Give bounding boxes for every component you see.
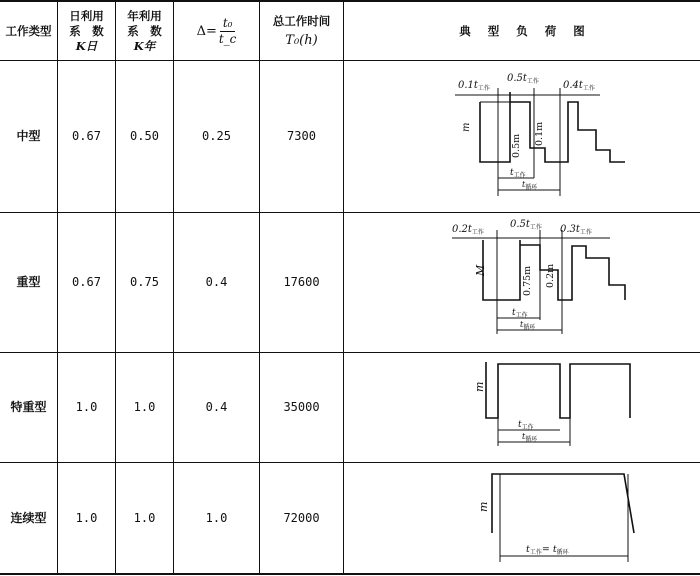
header-type: 工作类型 bbox=[5, 23, 52, 38]
row-medium-delta: 0.25 bbox=[202, 129, 231, 143]
load-diagram-heavy bbox=[344, 213, 700, 352]
row-continuous-k-year: 1.0 bbox=[133, 510, 156, 525]
delta-symbol: Δ= bbox=[196, 23, 217, 39]
load-diagram-extra-heavy bbox=[344, 353, 700, 462]
header-diagram: 典型负荷图 bbox=[459, 23, 602, 38]
row-heavy-k-day: 0.67 bbox=[72, 275, 101, 289]
d1-label-m: m bbox=[461, 122, 472, 132]
row-extra-heavy-delta: 0.4 bbox=[205, 400, 228, 414]
row-extra-heavy-type: 特重型 bbox=[10, 400, 47, 414]
d2-label-t2: $t_{循环}$ bbox=[520, 320, 536, 331]
d1-label-c: $0.4t_{工作}$ bbox=[563, 80, 595, 92]
load-diagram-continuous bbox=[344, 463, 700, 573]
row-heavy-type: 重型 bbox=[16, 275, 41, 289]
header-k-day: 日利用 系 数 K日 bbox=[69, 8, 104, 53]
header-k-year: 年利用 系 数 K年 bbox=[127, 8, 162, 53]
header-total-time: 总工作时间 T₀(h) bbox=[272, 14, 331, 48]
d3-load-curve bbox=[486, 362, 630, 418]
d2-label-v1: 0.75m bbox=[522, 265, 533, 296]
rule-bottom bbox=[0, 573, 700, 575]
d1-label-v2: 0.1m bbox=[534, 121, 545, 146]
row-extra-heavy-k-year: 1.0 bbox=[133, 400, 156, 414]
d2-label-t1: $t_{工作}$ bbox=[512, 308, 528, 319]
d4-label-m: m bbox=[477, 501, 490, 512]
d3-label-t2: $t_{循环}$ bbox=[522, 432, 538, 443]
d2-label-a: $0.2t_{工作}$ bbox=[452, 224, 484, 236]
d4-load-curve bbox=[492, 474, 634, 533]
d2-label-c: $0.3t_{工作}$ bbox=[560, 224, 592, 236]
row-continuous-k-day: 1.0 bbox=[75, 510, 98, 525]
d2-label-b: $0.5t_{工作}$ bbox=[510, 219, 542, 231]
row-extra-heavy-k-day: 1.0 bbox=[75, 400, 98, 414]
row-medium-k-year: 0.50 bbox=[130, 129, 159, 143]
d4-label-t: $t_{工作}= t_{循环}$ bbox=[526, 544, 569, 556]
row-continuous-type: 连续型 bbox=[10, 510, 47, 525]
row-continuous-delta: 1.0 bbox=[205, 510, 228, 525]
d1-label-v1: 0.5m bbox=[511, 133, 522, 158]
row-medium-type: 中型 bbox=[16, 129, 41, 143]
row-heavy-k-year: 0.75 bbox=[130, 275, 159, 289]
d1-label-b: $0.5t_{工作}$ bbox=[507, 73, 539, 85]
delta-fraction bbox=[219, 16, 237, 47]
row-extra-heavy-total: 35000 bbox=[283, 400, 320, 414]
row-medium-total: 7300 bbox=[287, 129, 316, 143]
d1-label-t1: $t_{工作}$ bbox=[510, 168, 526, 179]
d3-label-m: m bbox=[473, 381, 486, 392]
d3-label-t1: $t_{工作}$ bbox=[518, 420, 534, 431]
delta-denominator: t_c bbox=[218, 31, 237, 46]
d2-label-m: M bbox=[474, 264, 487, 276]
d2-label-v2: 0.2m bbox=[545, 263, 556, 288]
row-continuous-total: 72000 bbox=[283, 510, 320, 525]
d1-label-a: $0.1t_{工作}$ bbox=[458, 80, 490, 92]
delta-numerator: t₀ bbox=[220, 16, 236, 32]
row-medium-k-day: 0.67 bbox=[72, 129, 101, 143]
row-heavy-total: 17600 bbox=[283, 275, 320, 289]
row-heavy-delta: 0.4 bbox=[205, 275, 228, 289]
d1-label-t2: $t_{循环}$ bbox=[522, 180, 538, 191]
load-diagram-medium bbox=[344, 61, 700, 212]
header-delta bbox=[174, 2, 259, 60]
